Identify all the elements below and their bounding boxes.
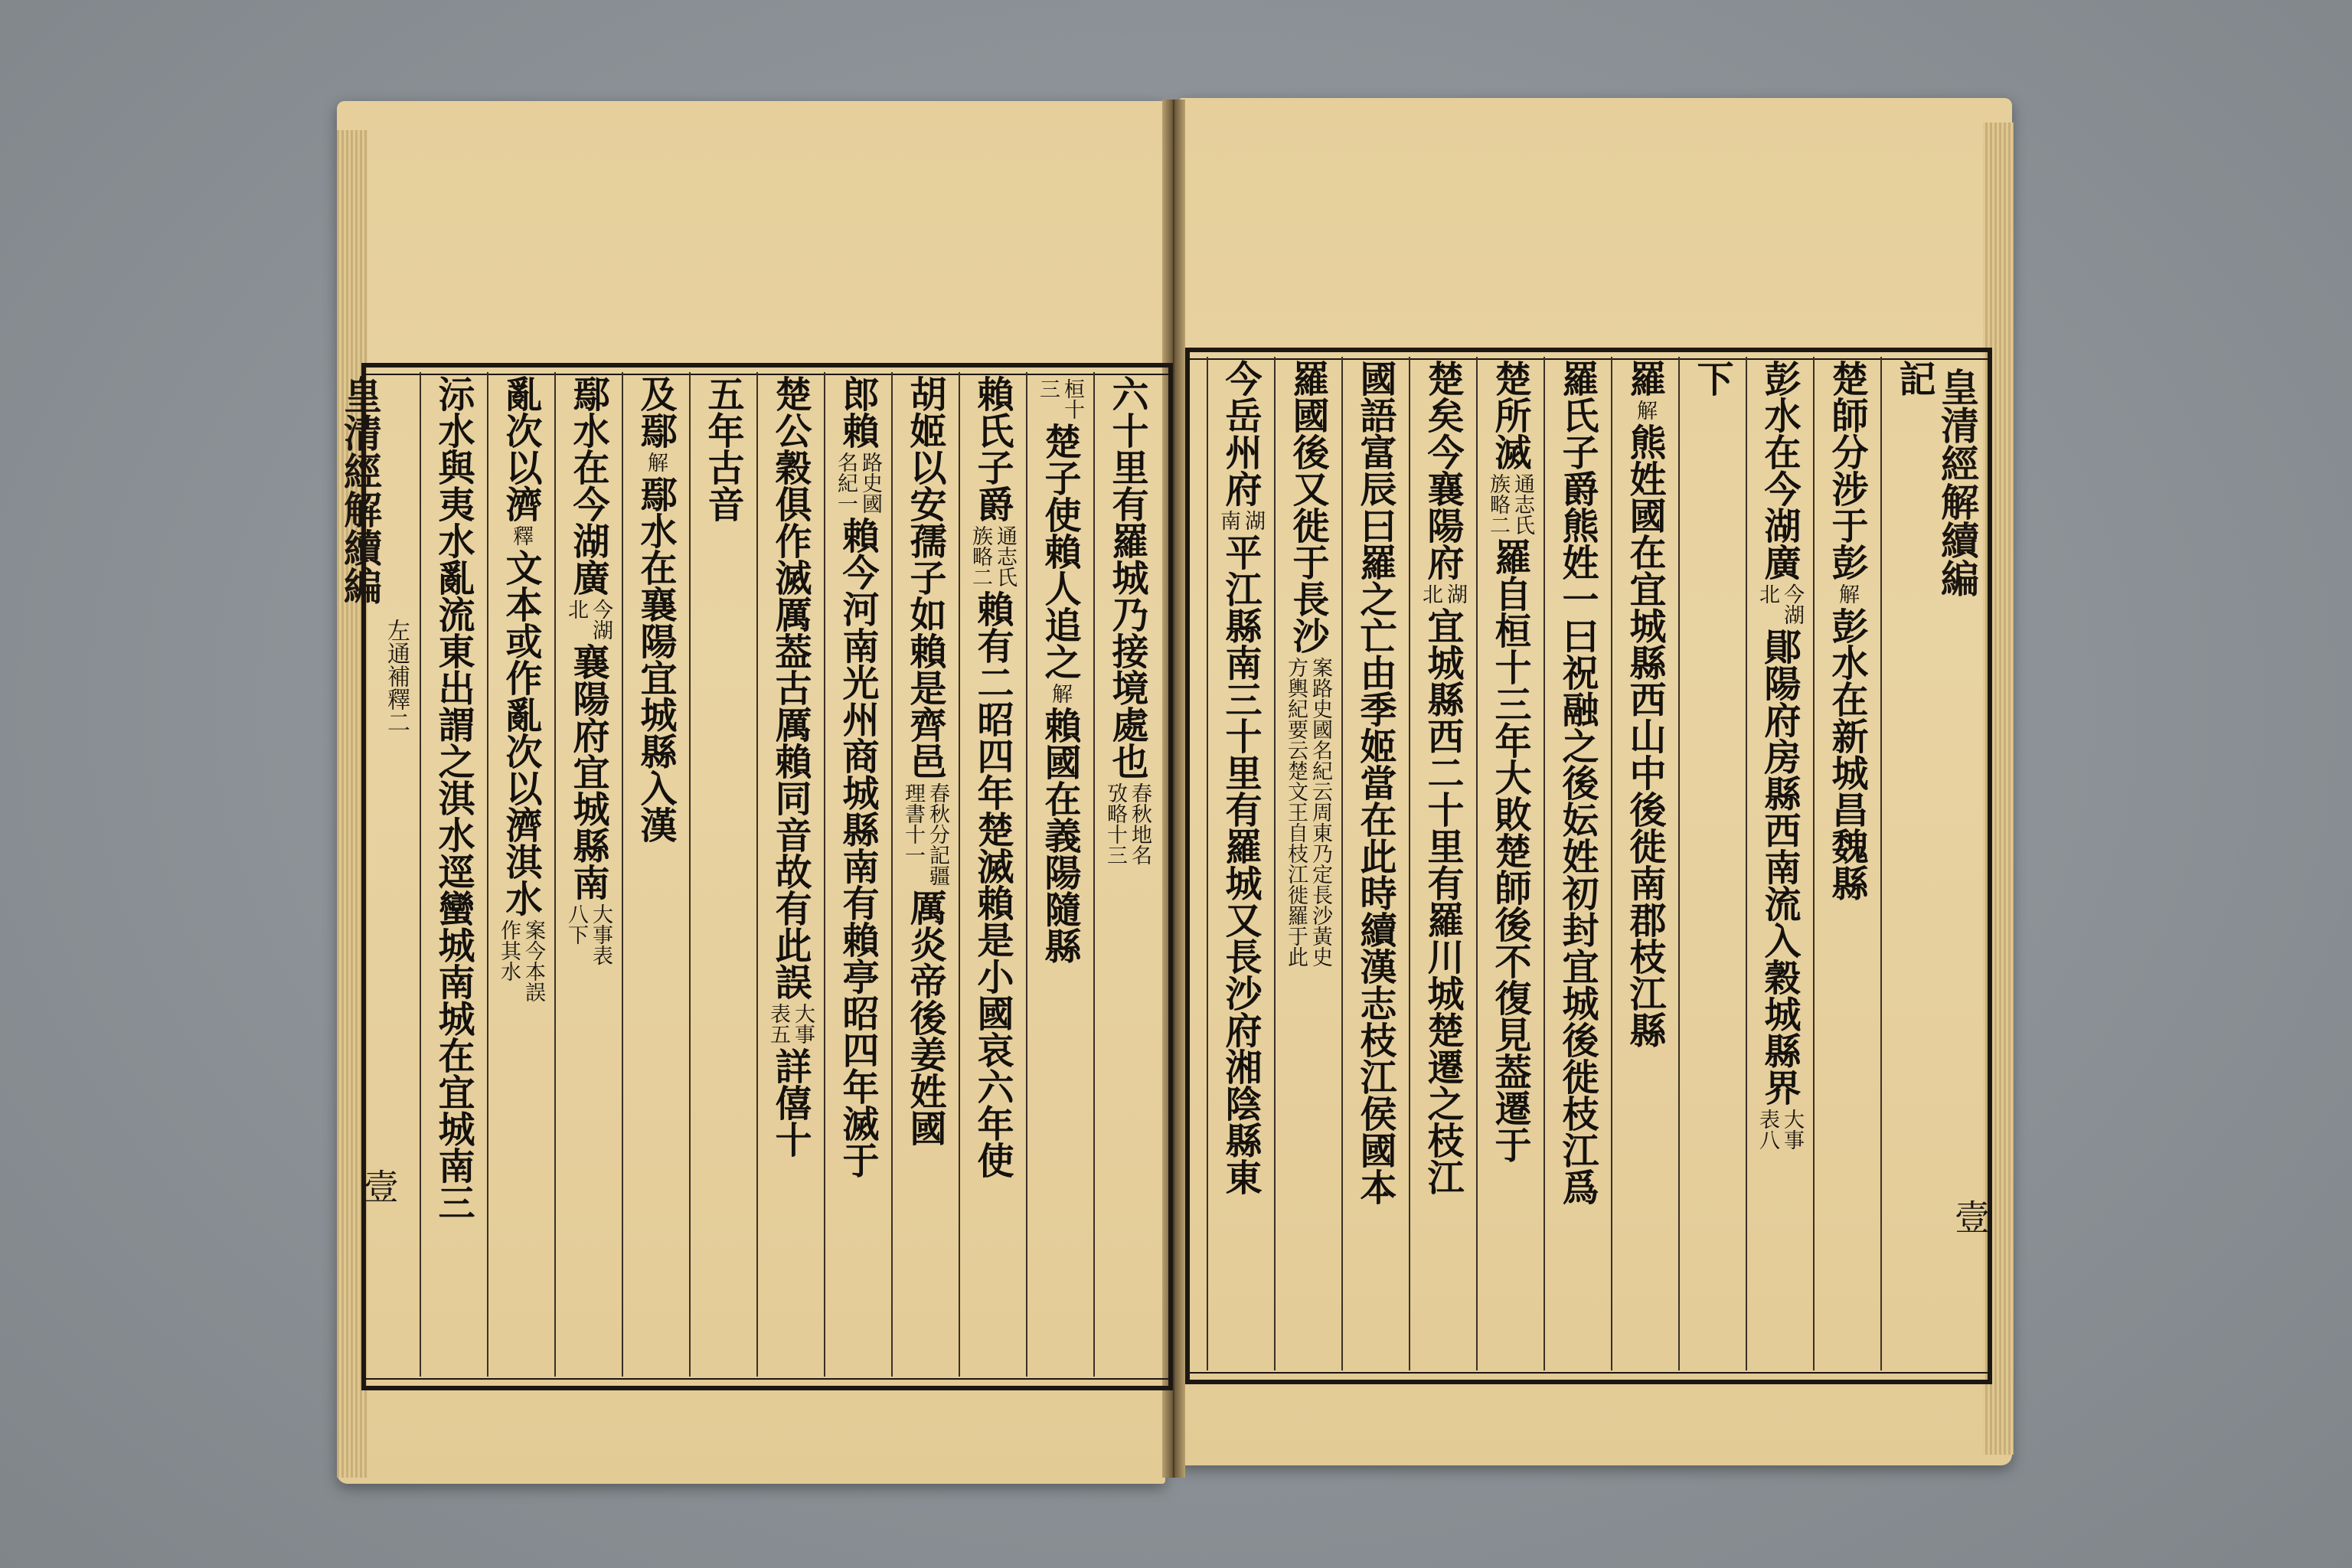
text-column — [764, 375, 816, 1158]
main-text: 羅國後又徙于長沙 — [1286, 360, 1329, 654]
column-rule — [1880, 357, 1882, 1370]
text-column — [629, 375, 681, 843]
annotation-line: 三 — [1036, 378, 1060, 399]
annotation-line: 大事 — [791, 1003, 815, 1044]
annotation-line: 表八 — [1756, 1109, 1779, 1150]
annotation-line: 北 — [1419, 583, 1442, 604]
annotation-line: 理書十一 — [901, 782, 925, 865]
main-text: 厲炎帝後姜姓國 — [903, 889, 946, 1146]
annotation-note — [497, 920, 544, 1002]
frame-inner-bottom-rule — [1190, 1372, 1988, 1374]
main-text: 羅 — [1623, 360, 1666, 397]
annotation-line: 解 — [644, 452, 668, 472]
column-rule — [1341, 357, 1343, 1370]
column-rule — [1026, 372, 1027, 1377]
annotation-note — [564, 903, 612, 965]
main-text: 襄陽府宜城縣南 — [567, 643, 609, 900]
annotation-line: 表五 — [766, 1003, 790, 1044]
main-text: 羅氏子爵熊姓一曰祝融之後妘姓初封宜城後徙枝江爲 — [1556, 360, 1599, 1205]
right-page-number: 壹 — [1949, 1199, 1991, 1234]
annotation-line: 湖 — [1443, 583, 1467, 604]
annotation-line: 作其水 — [497, 920, 521, 982]
annotation-note — [1419, 583, 1466, 604]
main-text: 郎賴 — [836, 375, 879, 449]
annotation-line: 大事 — [1780, 1109, 1804, 1150]
annotation-note — [901, 782, 949, 886]
text-column — [1686, 360, 1738, 397]
right-margin-title: 皇清經解續編 — [1935, 368, 1980, 597]
text-column — [1753, 360, 1805, 1153]
text-column — [1551, 360, 1603, 1205]
main-text: 亂次以濟 — [499, 375, 542, 522]
text-column — [1101, 375, 1153, 868]
annotation-note — [1103, 782, 1151, 865]
main-text: 熊姓國在宜城縣西山中後徙南郡枝江縣 — [1623, 423, 1666, 1048]
annotation-line: 通志氏 — [1511, 473, 1534, 535]
text-column — [1888, 360, 1940, 397]
main-text: 平江縣南三十里有羅城又長沙府湘陰縣東 — [1219, 534, 1262, 1195]
text-column — [427, 375, 479, 1220]
annotation-note — [1048, 683, 1071, 704]
left-margin-title: 皇清經解續編 — [338, 375, 383, 605]
annotation-line: 方輿紀要云楚文王自枝江徙羅于此 — [1284, 657, 1308, 967]
annotation-note — [1284, 657, 1331, 967]
main-text: 胡姬以安孺子如賴是齊邑 — [903, 375, 946, 779]
annotation-note — [1633, 400, 1656, 420]
annotation-note — [1835, 583, 1858, 604]
text-column — [495, 375, 547, 1005]
column-rule — [1678, 357, 1680, 1370]
annotation-line: 解 — [1048, 683, 1072, 704]
text-column — [697, 375, 749, 522]
text-column — [899, 375, 951, 1146]
column-rule — [756, 372, 758, 1377]
annotation-line: 春秋分記疆 — [926, 782, 949, 886]
text-column — [562, 375, 614, 969]
text-column — [1349, 360, 1401, 1205]
text-column — [966, 375, 1018, 1178]
text-column — [1619, 360, 1671, 1048]
annotation-line: 路史國 — [858, 452, 882, 514]
main-text: 宜城縣西二十里有羅川城楚遷之枝江 — [1421, 607, 1464, 1195]
annotation-line: 解 — [1835, 583, 1859, 604]
column-rule — [1813, 357, 1815, 1370]
column-rule — [689, 372, 691, 1377]
main-text: 楚子使賴人追之 — [1038, 423, 1081, 680]
annotation-line: 北 — [1756, 583, 1779, 604]
column-rule — [1611, 357, 1612, 1370]
main-text: 記 — [1893, 360, 1936, 397]
main-text: 彭水在新城昌魏縣 — [1825, 607, 1868, 901]
annotation-line: 南 — [1217, 510, 1240, 531]
annotation-line: 攷略十三 — [1103, 782, 1127, 865]
text-column — [1034, 375, 1086, 964]
column-rule — [1476, 357, 1478, 1370]
main-text: 及鄢 — [634, 375, 677, 449]
column-rule — [554, 372, 556, 1377]
annotation-line: 通志氏 — [993, 525, 1017, 587]
annotation-note — [1756, 1109, 1803, 1150]
annotation-line: 族略二 — [969, 525, 992, 587]
column-rule — [1274, 357, 1276, 1370]
annotation-line: 釋 — [509, 525, 533, 546]
main-text: 六十里有羅城乃接境處也 — [1106, 375, 1148, 779]
annotation-line: 春秋地名 — [1128, 782, 1152, 865]
annotation-note — [509, 525, 532, 546]
left-margin-subtitle: 左通補釋二 — [383, 619, 410, 733]
main-text: 賴有二昭四年楚滅賴是小國哀六年使 — [971, 590, 1014, 1178]
main-text: 五年古音 — [701, 375, 744, 522]
annotation-line: 族略二 — [1486, 473, 1510, 535]
frame-inner-bottom-rule — [366, 1378, 1168, 1380]
main-text: 楚公穀俱作滅厲葢古厲賴同音故有此誤 — [769, 375, 812, 1000]
annotation-note — [766, 1003, 814, 1044]
main-text: 賴今河南光州商城縣南有賴亭昭四年滅于 — [836, 517, 879, 1178]
column-rule — [824, 372, 825, 1377]
main-text: 楚所滅 — [1488, 360, 1531, 470]
annotation-line: 名紀一 — [834, 452, 858, 514]
main-text: 鄢水在今湖廣 — [567, 375, 609, 596]
column-rule — [1093, 372, 1095, 1377]
column-rule — [622, 372, 623, 1377]
annotation-line: 大事表 — [589, 903, 612, 965]
annotation-line: 湖 — [1241, 510, 1265, 531]
annotation-line: 今湖 — [1780, 583, 1804, 625]
text-column — [831, 375, 884, 1178]
column-rule — [1409, 357, 1410, 1370]
text-column — [1821, 360, 1873, 901]
column-rule — [1746, 357, 1747, 1370]
annotation-line: 案今本誤 — [521, 920, 545, 1002]
main-text: 鄖陽府房縣西南流入穀城縣界 — [1758, 628, 1801, 1106]
annotation-line: 案路史國名紀云周東乃定長沙黃史 — [1308, 657, 1332, 967]
main-text: 賴氏子爵 — [971, 375, 1014, 522]
main-text: 今岳州府 — [1219, 360, 1262, 507]
annotation-line: 八下 — [564, 903, 588, 945]
annotation-note — [1486, 473, 1534, 535]
annotation-line: 北 — [564, 599, 588, 619]
annotation-line: 今湖 — [589, 599, 612, 640]
main-text: 沶水與夷水亂流東出謂之淇水逕蠻城南城在宜城南三 — [432, 375, 475, 1220]
text-column — [1282, 360, 1334, 970]
main-text: 彭水在今湖廣 — [1758, 360, 1801, 580]
annotation-note — [1036, 378, 1083, 420]
text-column — [1416, 360, 1468, 1195]
annotation-line: 桓十 — [1060, 378, 1084, 420]
main-text: 楚矣今襄陽府 — [1421, 360, 1464, 580]
main-text: 詳僖十 — [769, 1047, 812, 1158]
column-rule — [1207, 357, 1208, 1370]
main-text: 楚師分涉于彭 — [1825, 360, 1868, 580]
annotation-note — [1217, 510, 1264, 531]
annotation-note — [969, 525, 1016, 587]
annotation-note — [1756, 583, 1803, 625]
column-rule — [959, 372, 960, 1377]
annotation-line: 解 — [1633, 400, 1657, 420]
main-text: 文本或作亂次以濟淇水 — [499, 549, 542, 916]
annotation-note — [834, 452, 881, 514]
main-text: 羅自桓十三年大敗楚師後不復見葢遷于 — [1488, 538, 1531, 1163]
main-text: 國語富辰曰羅之亡由季姬當在此時續漢志枝江侯國本 — [1354, 360, 1396, 1205]
text-column — [1214, 360, 1266, 1195]
left-page-number: 壹 — [358, 1168, 400, 1204]
text-column — [1484, 360, 1536, 1163]
annotation-note — [644, 452, 667, 472]
column-rule — [891, 372, 893, 1377]
column-rule — [487, 372, 488, 1377]
main-text: 鄢水在襄陽宜城縣入漢 — [634, 475, 677, 843]
column-rule — [420, 372, 421, 1377]
column-rule — [1544, 357, 1545, 1370]
annotation-note — [564, 599, 612, 640]
main-text: 下 — [1690, 360, 1733, 397]
main-text: 賴國在義陽隨縣 — [1038, 707, 1081, 964]
